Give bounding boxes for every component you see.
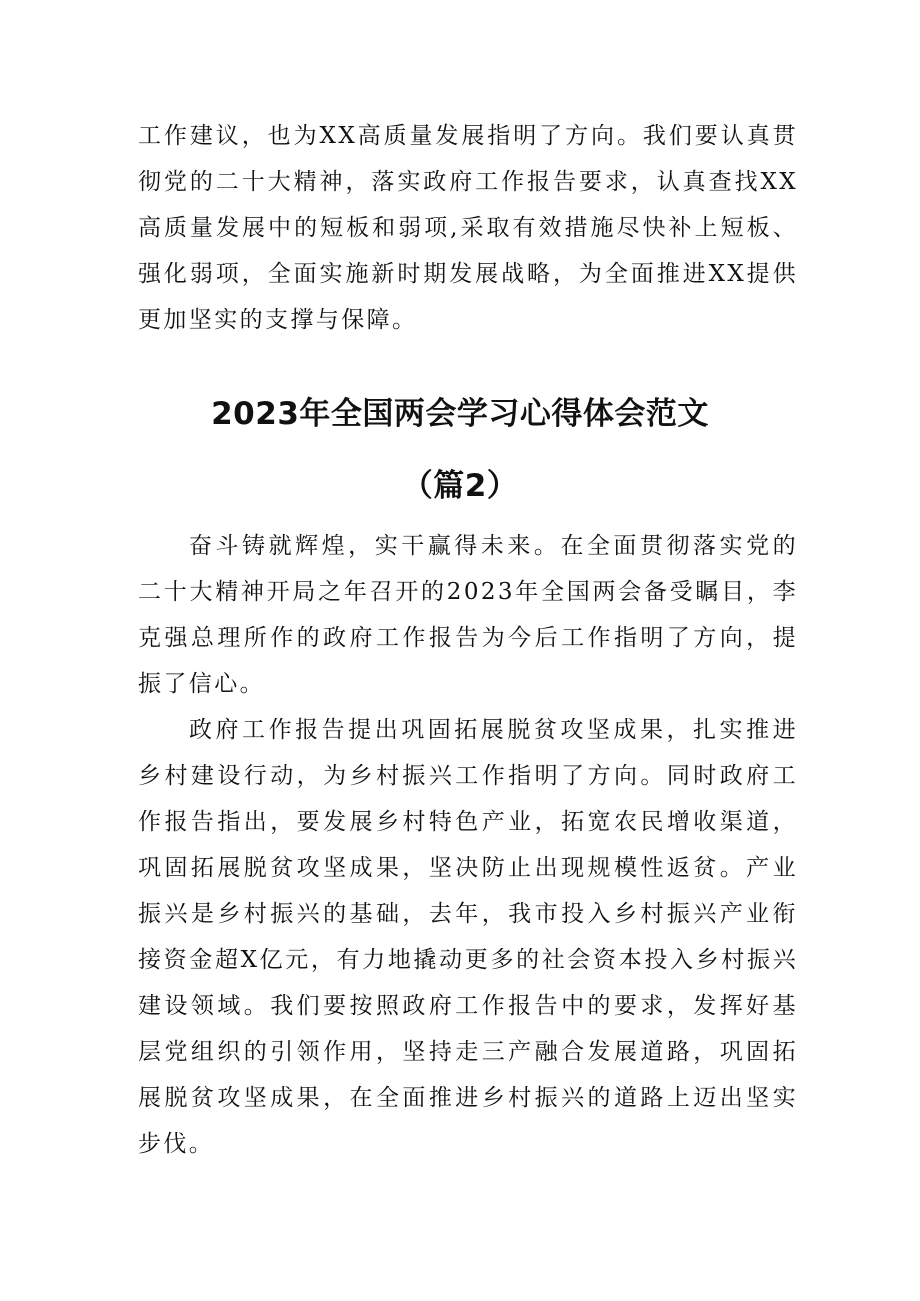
continuation-text [138, 113, 798, 343]
section-subtitle: （篇2） [401, 468, 519, 504]
body-paragraph-1: 奋斗铸就辉煌，实干赢得未来。在全面贯彻落实党的二十大精神开局之年召开的2023年全国两会备受瞩目，李克强总理所作的政府工作报告为今后工作指明了方向，提振了信心。 [138, 533, 798, 697]
section-body [138, 523, 798, 1167]
section-title: 2023年全国两会学习心得体会范文 [211, 396, 709, 432]
body-paragraph-2: 政府工作报告提出巩固拓展脱贫攻坚成果，扎实推进乡村建设行动，为乡村振兴工作指明了方向。同时政府工作报告指出，要发展乡村特色产业，拓宽农民增收渠道，巩固拓展脱贫攻坚成果，坚决防止出现规模性返贫。产业振兴是乡村振兴的基础，去年，我市投入乡村振兴产业衔接资金超X亿元，有力地撬动更多的社会资本投入乡村振兴建设领域。我们要按照政府工作报告中的要求，发挥好基层党组织的引领作用，坚持走三产融合发展道路，巩固拓展脱贫攻坚成果，在全面推进乡村振兴的道路上迈出坚实步伐。 [138, 717, 798, 1157]
continuation-paragraph: 工作建议，也为XX高质量发展指明了方向。我们要认真贯彻党的二十大精神，落实政府工作报告要求，认真查找XX高质量发展中的短板和弱项,采取有效措施尽快补上短板、强化弱项，全面实施新时期发展战略，为全面推进XX提供更加坚实的支撑与保障。 [138, 123, 798, 333]
